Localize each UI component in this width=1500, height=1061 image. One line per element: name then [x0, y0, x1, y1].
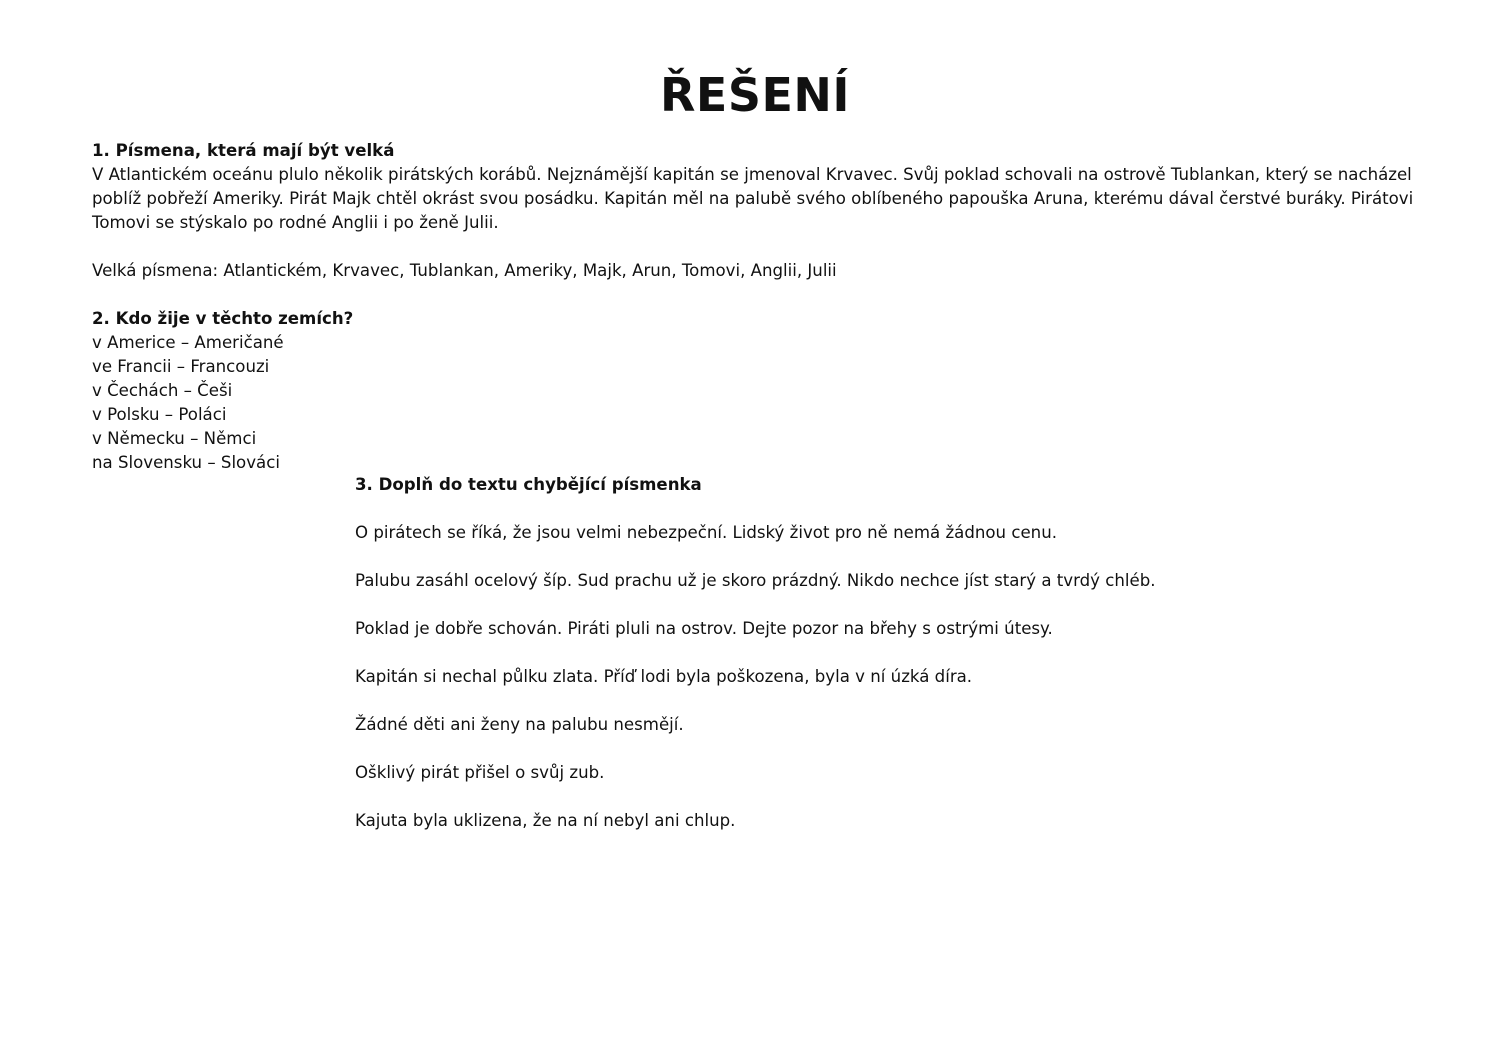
spacer [355, 737, 1355, 761]
exercise-1-text: V Atlantickém oceánu plulo několik pirátských korábů. Nejznámější kapitán se jmenoval Krvavec. Svůj poklad schovali na ostrově Tublankan, který se nacházel poblíž pobřeží Ameriky. Pirát Majk chtěl okrást svou posádku. Kapitán měl na palubě svého oblíbeného papouška Aruna, kterému dával čerstvé buráky. Pirátovi Tomovi se stýskalo po rodné Anglii i po ženě Julii. [92, 165, 1414, 232]
list-item: ve Francii – Francouzi [92, 357, 270, 376]
page-title: ŘEŠENÍ [659, 68, 850, 122]
sentence: Žádné děti ani ženy na palubu nesmějí. [355, 715, 684, 734]
spacer [355, 593, 1355, 617]
spacer [355, 641, 1355, 665]
spacer [355, 689, 1355, 713]
sentence: Kajuta byla uklizena, že na ní nebyl ani chlup. [355, 811, 736, 830]
list-item: na Slovensku – Slováci [92, 453, 280, 472]
list-item: v Německu – Němci [92, 429, 257, 448]
spacer [355, 785, 1355, 809]
list-item: v Čechách – Češi [92, 381, 233, 400]
exercise-2-heading: 2. Kdo žije v těchto zemích? [92, 309, 354, 328]
spacer [92, 235, 1422, 259]
sentence: Poklad je dobře schován. Piráti pluli na ostrov. Dejte pozor na břehy s ostrými útesy. [355, 619, 1053, 638]
spacer [355, 497, 1355, 521]
list-item: v Polsku – Poláci [92, 405, 227, 424]
exercise-3-heading: 3. Doplň do textu chybějící písmenka [355, 475, 702, 494]
exercise-1-heading: 1. Písmena, která mají být velká [92, 141, 395, 160]
spacer [355, 545, 1355, 569]
exercise-1 [92, 139, 1422, 283]
sentence: Kapitán si nechal půlku zlata. Příď lodi byla poškozena, byla v ní úzká díra. [355, 667, 973, 686]
exercise-1-summary: Velká písmena: Atlantickém, Krvavec, Tublankan, Ameriky, Majk, Arun, Tomovi, Anglii, Julii [92, 261, 837, 280]
sentence: Palubu zasáhl ocelový šíp. Sud prachu už je skoro prázdný. Nikdo nechce jíst starý a tvrdý chléb. [355, 571, 1156, 590]
sentence: Ošklivý pirát přišel o svůj zub. [355, 763, 605, 782]
list-item: v Americe – Američané [92, 333, 284, 352]
exercise-2 [92, 307, 492, 475]
sentence: O pirátech se říká, že jsou velmi nebezpeční. Lidský život pro ně nemá žádnou cenu. [355, 523, 1057, 542]
exercise-3 [355, 473, 1355, 833]
